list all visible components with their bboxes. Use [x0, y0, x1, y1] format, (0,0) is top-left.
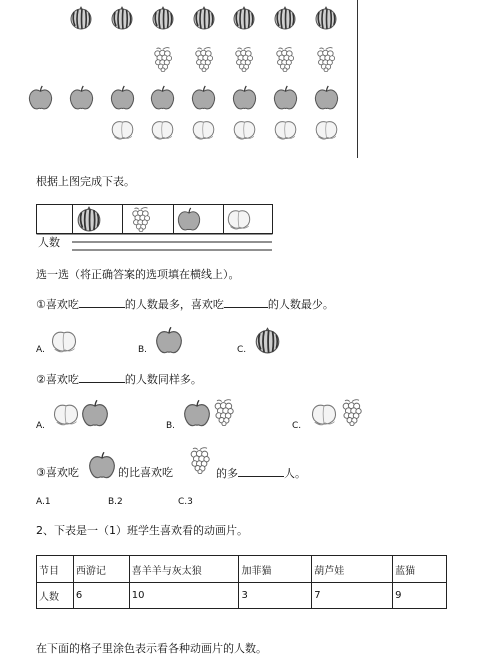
q2-option-c-grape-icon [338, 398, 366, 426]
q1-option-c-label: C. [237, 345, 247, 355]
instruction-text: 根据上图完成下表。 [36, 175, 135, 188]
apple-icon [68, 84, 95, 111]
table-header-apple-icon [176, 206, 202, 232]
table-header-grape-icon [128, 206, 154, 232]
q2-option-a-label: A. [36, 421, 45, 431]
cartoon-header-cell: 葫芦娃 [312, 556, 393, 583]
q2-option-c-label: C. [292, 421, 302, 431]
choose-section-title: 选一选（将正确答案的选项填在横线上）。 [36, 268, 240, 281]
apple-icon [231, 84, 258, 111]
cartoon-header-cell: 加菲猫 [239, 556, 312, 583]
cartoon-table [36, 555, 447, 609]
peach-icon [273, 117, 298, 142]
q1-text-c: 的人数最少。 [267, 298, 334, 311]
apple-icon [27, 84, 54, 111]
grape-icon [313, 46, 339, 72]
question-2 [36, 372, 202, 387]
watermelon-icon [273, 6, 297, 30]
q1-blank-least[interactable] [224, 297, 268, 308]
table-header-peach-icon [226, 206, 252, 232]
cartoon-value-cell: 7 [312, 583, 393, 609]
watermelon-icon [314, 6, 338, 30]
q1-option-b-apple-icon [154, 325, 184, 355]
watermelon-icon [110, 6, 134, 30]
cartoon-table-grid [36, 555, 447, 609]
q1-option-c-watermelon-icon [254, 327, 281, 354]
q3-answer-line [216, 466, 306, 481]
q3-text-c: 的多 [216, 467, 238, 480]
grape-icon [191, 46, 217, 72]
watermelon-icon [151, 6, 175, 30]
q2-option-b-grape-icon [210, 398, 238, 426]
cartoon-value-cell: 3 [239, 583, 312, 609]
cartoon-header-cell: 节目 [37, 556, 74, 583]
cartoon-header-cell: 蓝猫 [393, 556, 447, 583]
q3-option-b: B.2 [108, 497, 123, 507]
q1-option-a-peach-icon [50, 327, 78, 355]
q2-text-b: 的人数同样多。 [124, 373, 202, 386]
cartoon-value-cell: 6 [73, 583, 129, 609]
q3-option-a: A.1 [36, 497, 51, 507]
watermelon-icon [232, 6, 256, 30]
cartoon-value-cell: 人数 [37, 583, 74, 609]
q3-blank[interactable] [238, 466, 284, 477]
watermelon-icon [69, 6, 93, 30]
cartoon-value-cell: 10 [129, 583, 239, 609]
peach-icon [110, 117, 135, 142]
q1-text-b: 的人数最多，喜欢吃 [124, 298, 224, 311]
grape-icon [150, 46, 176, 72]
q2-option-b-apple-icon [182, 398, 212, 428]
grape-icon [231, 46, 257, 72]
q3-text-b: 的比喜欢吃 [118, 466, 173, 479]
apple-icon [109, 84, 136, 111]
q1-text-a: ①喜欢吃 [36, 298, 79, 311]
cartoon-header-cell: 喜羊羊与灰太狼 [129, 556, 239, 583]
footer-instruction: 在下面的格子里涂色表示看各种动画片的人数。 [36, 642, 267, 655]
cartoon-value-cell: 9 [393, 583, 447, 609]
q2-option-b-label: B. [166, 421, 176, 431]
q3-option-c: C.3 [178, 497, 193, 507]
q2-text-a: ②喜欢吃 [36, 373, 79, 386]
q3-text-d: 人。 [284, 467, 306, 480]
q2-option-c-peach-icon [310, 400, 338, 428]
apple-icon [272, 84, 299, 111]
peach-icon [191, 117, 216, 142]
grape-icon [272, 46, 298, 72]
table-row-label: 人数 [38, 236, 60, 249]
peach-icon [150, 117, 175, 142]
q2-option-a-peach-icon [52, 400, 80, 428]
peach-icon [232, 117, 257, 142]
watermelon-icon [192, 6, 216, 30]
q1-blank-most[interactable] [79, 297, 125, 308]
part2-title: 2、下表是一（1）班学生喜欢看的动画片。 [36, 524, 248, 537]
apple-icon [313, 84, 340, 111]
q1-option-a-label: A. [36, 345, 45, 355]
peach-icon [314, 117, 339, 142]
apple-icon [149, 84, 176, 111]
q3-grape-icon [186, 446, 214, 474]
cartoon-header-cell: 西游记 [73, 556, 129, 583]
q2-option-a-apple-icon [80, 398, 110, 428]
q3-apple-icon [87, 450, 117, 480]
picture-divider-line [357, 0, 358, 158]
q1-option-b-label: B. [138, 345, 148, 355]
table-header-watermelon-icon [76, 206, 102, 232]
apple-icon [190, 84, 217, 111]
q3-text-a: ③喜欢吃 [36, 466, 79, 479]
q2-blank[interactable] [79, 372, 125, 383]
fruit-picture-grid [0, 0, 360, 158]
question-1 [36, 297, 334, 312]
count-table [36, 204, 276, 252]
